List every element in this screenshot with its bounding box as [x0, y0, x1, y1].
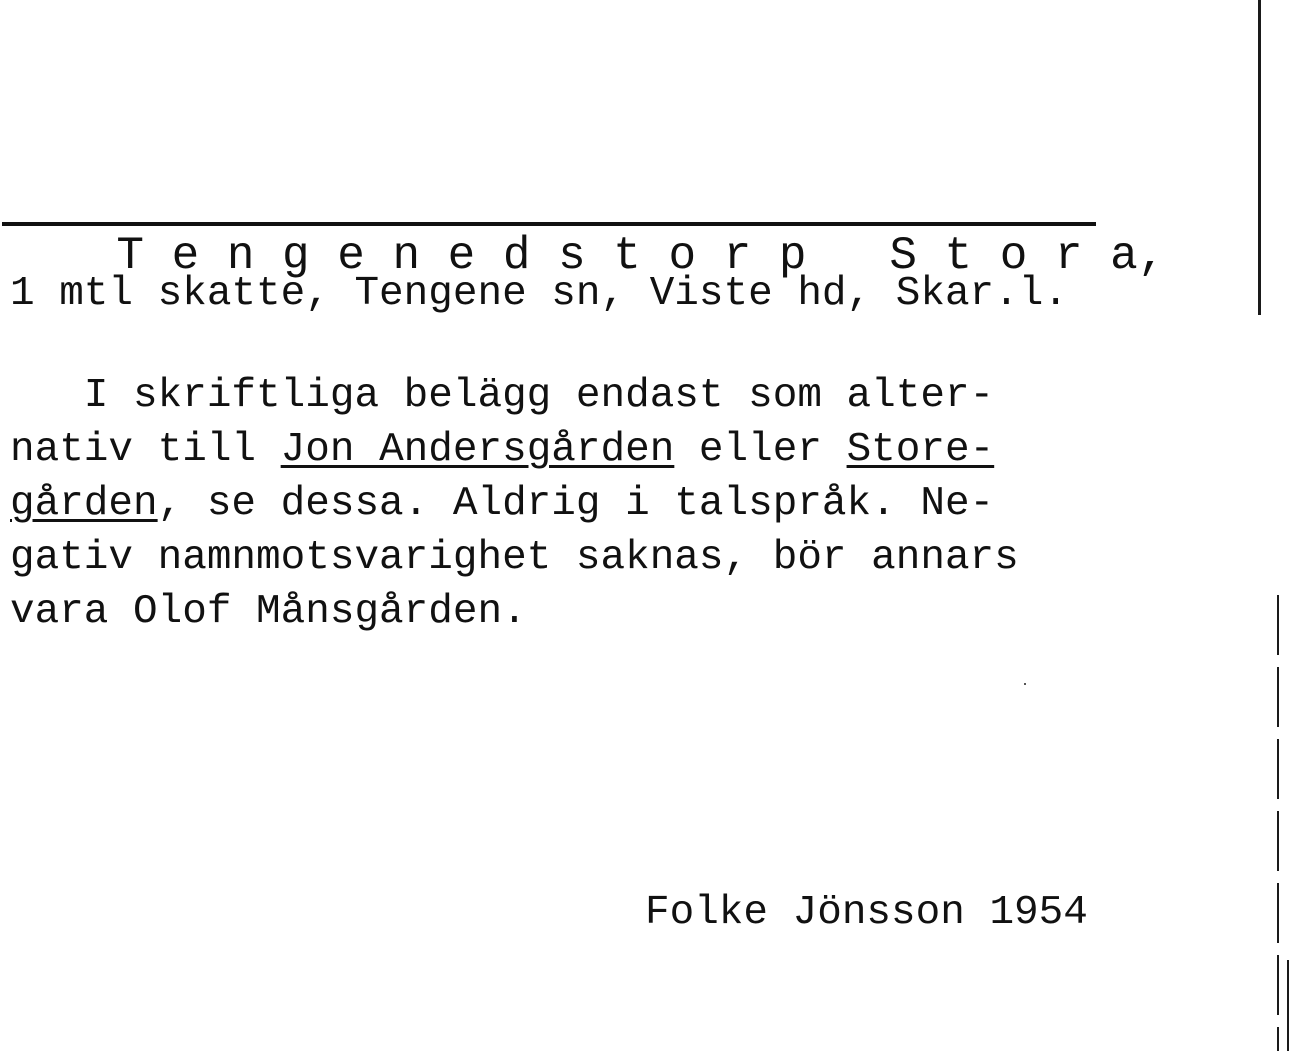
ink-speck	[1024, 683, 1026, 685]
body-line-2-mid: eller	[674, 427, 847, 473]
body-line-1: I skriftliga belägg endast som alter-	[10, 373, 995, 419]
location-line: 1 mtl skatte, Tengene sn, Viste hd, Skar.l.	[10, 271, 1068, 317]
card-title-text: T e n g e n e d s t o r p S t o r a	[116, 230, 1138, 282]
title-underline	[2, 222, 1096, 226]
body-line-5: vara Olof Månsgården.	[10, 589, 527, 635]
card-title	[6, 160, 1165, 352]
body-line-3	[10, 478, 994, 530]
card-edge-line-far	[1287, 960, 1289, 1051]
card-edge-line	[1258, 0, 1261, 315]
reference-jon-andersgarden: Jon Andersgården	[280, 427, 675, 473]
body-line-3-post: , se dessa. Aldrig i talspråk. Ne-	[157, 481, 995, 527]
reference-storegarden: Store-	[846, 427, 995, 473]
body-line-4: gativ namnmotsvarighet saknas, bör annars	[10, 535, 1019, 581]
card-edge-line-lower	[1277, 595, 1279, 1051]
reference-storegarden-cont: gården	[10, 481, 158, 527]
card-title-comma: ,	[1137, 230, 1166, 282]
signature: Folke Jönsson 1954	[645, 890, 1088, 936]
body-line-2	[10, 424, 994, 476]
body-line-2-pre: nativ till	[10, 427, 281, 473]
